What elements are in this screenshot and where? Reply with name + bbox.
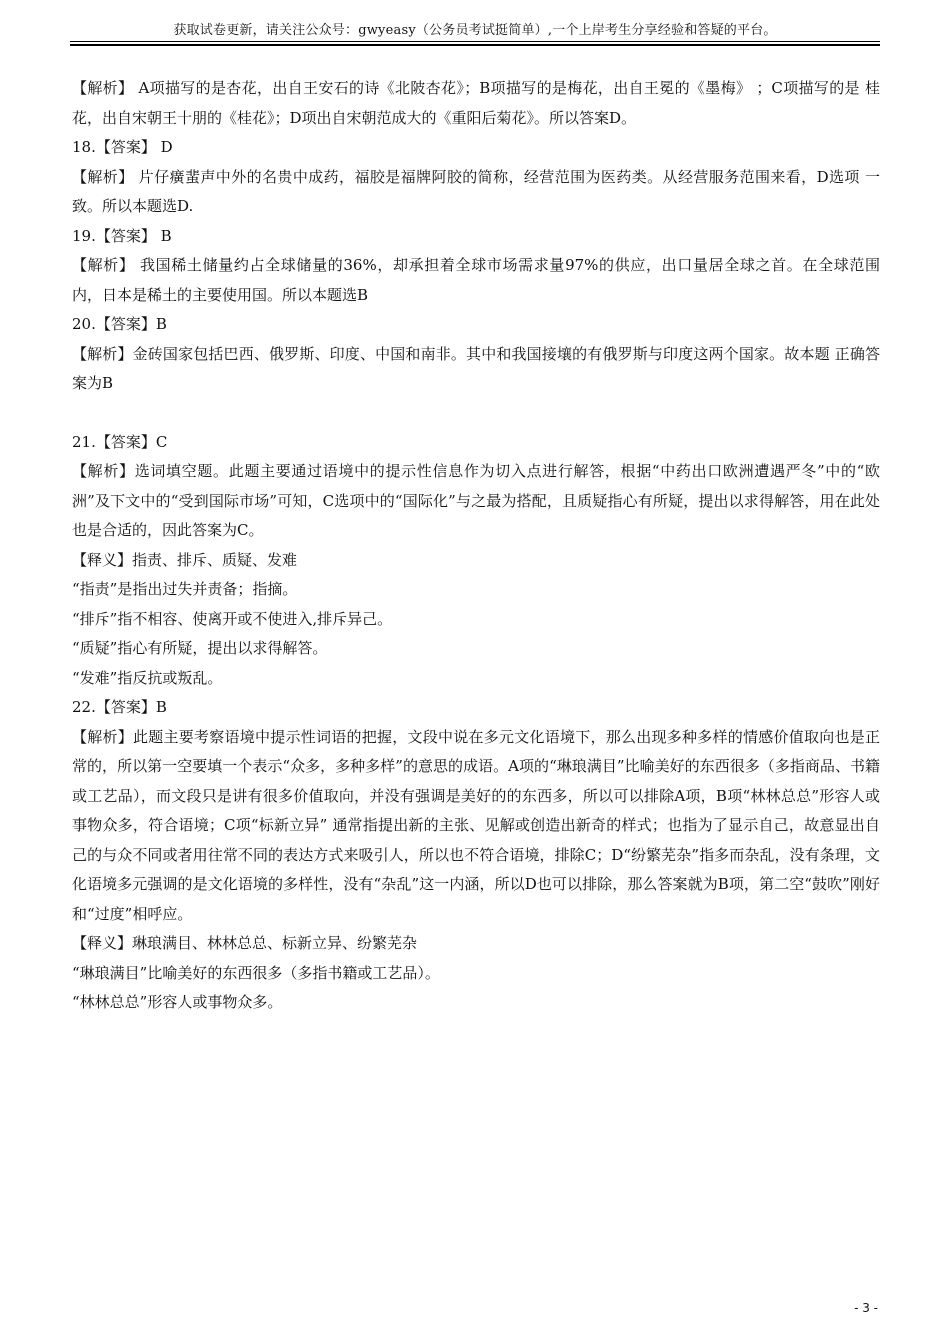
analysis-20: 【解析】金砖国家包括巴西、俄罗斯、印度、中国和南非。其中和我国接壤的有俄罗斯与印度这两个国家。故本题 正确答案为B bbox=[72, 344, 880, 392]
definition-item: “林林总总”形容人或事物众多。 bbox=[72, 993, 283, 1011]
paragraph-gap bbox=[72, 399, 880, 428]
definition-22: 【释义】琳琅满目、林林总总、标新立异、纷繁芜杂 bbox=[72, 934, 418, 952]
answer-22: 22.【答案】B bbox=[72, 698, 167, 716]
definition-item: “琳琅满目”比喻美好的东西很多（多指书籍或工艺品）。 bbox=[72, 963, 440, 982]
answer-21: 21.【答案】C bbox=[72, 432, 168, 451]
document-body bbox=[72, 74, 880, 1018]
analysis-17: 【解析】 A项描写的是杏花，出自王安石的诗《北陂杏花》；B项描写的是梅花，出自王冕的《墨梅》 ；C项描写的是 桂花，出自宋朝王十朋的《桂花》；D项出自宋朝范成大的《重阳后菊花》。所以答案D。 bbox=[72, 79, 880, 127]
definition-item: “排斥”指不相容、使离开或不使进入,排斥异己。 bbox=[72, 609, 393, 628]
analysis-18: 【解析】 片仔癀蜚声中外的名贵中成药，福胶是福牌阿胶的简称，经营范围为医药类。从经营服务范围来看，D选项 一致。所以本题选D. bbox=[72, 167, 880, 215]
definition-item: “发难”指反抗或叛乱。 bbox=[72, 668, 223, 687]
header-rule-thick bbox=[70, 44, 880, 46]
answer-20: 20.【答案】B bbox=[72, 315, 167, 333]
analysis-22: 【解析】此题主要考察语境中提示性词语的把握，文段中说在多元文化语境下，那么出现多种多样的情感价值取向也是正常的，所以第一空要填一个表示“众多，多种多样”的意思的成语。A项的“琳琅满目”比喻美好的东西很多（多指商品、书籍或工艺品），而文段只是讲有很多价值取向，并没有强调是美好的的东西多，所以可以排除A项，B项“林林总总”形容人或事物众多，符合语境；C项“标新立异” 通常指提出新的主张、见解或创造出新奇的样式；也指为了显示自己，故意显出自己的与众不同或者用往常不同的表达方式来吸引人，所以也不符合语境，排除C；D“纷繁芜杂”指多而杂乱，没有条理，文化语境多元强调的是文化语境的多样性，没有“杂乱”这一内涵，所以D也可以排除，那么答案就为B项，第二空“鼓吹”刚好和“过度”相呼应。 bbox=[72, 727, 880, 923]
answer-19: 19.【答案】 B bbox=[72, 226, 172, 245]
definition-item: “指责”是指出过失并责备；指摘。 bbox=[72, 580, 298, 598]
page-header: 获取试卷更新，请关注公众号：gwyeasy（公务员考试挺简单）,一个上岸考生分享经验和答疑的平台。 bbox=[173, 23, 777, 38]
analysis-21: 【解析】选词填空题。此题主要通过语境中的提示性信息作为切入点进行解答，根据“中药出口欧洲遭遇严冬”中的“欧洲”及下文中的“受到国际市场”可知，C选项中的“国际化”与之最为搭配，且质疑指心有所疑，提出以求得解答，用在此处也是合适的，因此答案为C。 bbox=[72, 462, 880, 539]
header-rule-thin bbox=[70, 41, 880, 42]
definition-21: 【释义】指责、排斥、质疑、发难 bbox=[72, 550, 298, 569]
definition-item: “质疑”指心有所疑，提出以求得解答。 bbox=[72, 639, 328, 657]
page-number: - 3 - bbox=[854, 1301, 878, 1315]
answer-18: 18.【答案】 D bbox=[72, 138, 173, 156]
analysis-19: 【解析】 我国稀土储量约占全球储量的36%，却承担着全球市场需求量97%的供应，出口量居全球之首。在全球范围 内，日本是稀土的主要使用国。所以本题选B bbox=[72, 256, 880, 304]
